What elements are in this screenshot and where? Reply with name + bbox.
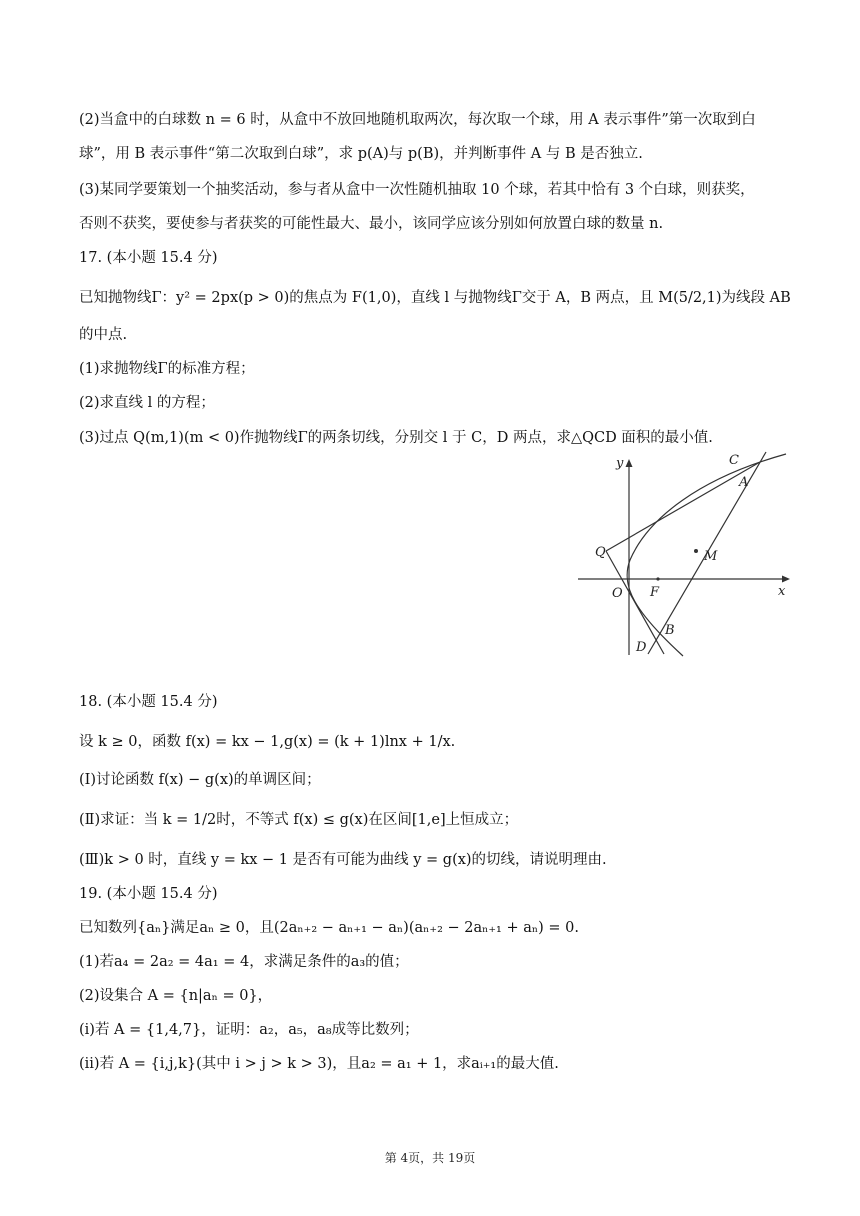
text-line-q17-stem-a: 已知抛物线Γ：y² = 2px(p > 0)的焦点为 F(1,0)，直线 l 与抛物线Γ交于 A，B 两点，且 M(5/2,1)为线段 AB [79, 290, 791, 306]
text-line-q17-1: (1)求抛物线Γ的标准方程； [79, 361, 255, 377]
label-y: y [616, 456, 624, 471]
text-line-q16-2b: 球”，用 B 表示事件“第二次取到白球”，求 p(A)与 p(B)，并判断事件 A 与 B 是否独立. [79, 146, 643, 162]
y-axis-arrow [626, 459, 633, 467]
text-line-q19-2i: (ⅰ)若 A = {1,4,7}，证明：a₂，a₅，a₈成等比数列； [79, 1022, 419, 1038]
text-line-q18-2: (Ⅱ)求证：当 k = 1/2时，不等式 f(x) ≤ g(x)在区间[1,e]上恒成立； [79, 812, 519, 828]
page-footer: 第 4页，共 19页 [384, 1151, 476, 1165]
text-line-q16-2a: (2)当盒中的白球数 n = 6 时，从盒中不放回地随机取两次，每次取一个球，用 A 表示事件”第一次取到白 [79, 112, 756, 128]
text-line-q16-3b: 否则不获奖，要使参与者获奖的可能性最大、最小，该同学应该分别如何放置白球的数量 n. [79, 216, 664, 232]
label-o: O [612, 586, 623, 601]
label-c: C [729, 453, 739, 468]
point-m [694, 549, 698, 553]
x-axis-arrow [782, 576, 790, 583]
point-f [656, 577, 659, 580]
text-line-q17-2: (2)求直线 l 的方程； [79, 395, 215, 411]
text-line-q19-stem: 已知数列{aₙ}满足aₙ ≥ 0，且(2aₙ₊₂ − aₙ₊₁ − aₙ)(aₙ₊₂ − 2aₙ₊₁ + aₙ) = 0. [79, 920, 580, 936]
label-f: F [650, 585, 660, 600]
tangent-qd [606, 551, 664, 654]
text-line-q18-3: (Ⅲ)k > 0 时，直线 y = kx − 1 是否有可能为曲线 y = g(x)的切线，请说明理由. [79, 852, 607, 868]
text-line-q19-2: (2)设集合 A = {n|aₙ = 0}， [79, 988, 273, 1004]
text-line-q18-stem: 设 k ≥ 0，函数 f(x) = kx − 1,g(x) = (k + 1)lnx + 1/x. [79, 734, 456, 750]
text-line-q19-2ii: (ⅱ)若 A = {i,j,k}(其中 i > j > k > 3)，且a₂ = a₁ + 1，求aᵢ₊₁的最大值. [79, 1056, 559, 1072]
text-line-q17-stem-b: 的中点. [79, 327, 128, 343]
question-17-heading: 17. (本小题 15.4 分) [79, 250, 218, 266]
label-b: B [665, 623, 675, 638]
text-line-q17-3: (3)过点 Q(m,1)(m < 0)作抛物线Γ的两条切线，分别交 l 于 C，D 两点，求△QCD 面积的最小值. [79, 430, 713, 446]
text-line-q16-3a: (3)某同学要策划一个抽奖活动，参与者从盒中一次性随机抽取 10 个球，若其中恰有 3 个白球，则获奖， [79, 182, 755, 198]
label-x: x [778, 584, 786, 599]
text-line-q19-1: (1)若a₄ = 2a₂ = 4a₁ = 4，求满足条件的a₃的值； [79, 954, 409, 970]
question-19-heading: 19. (本小题 15.4 分) [79, 886, 218, 902]
parabola-figure [575, 448, 797, 658]
label-a: A [739, 475, 749, 490]
question-18-heading: 18. (本小题 15.4 分) [79, 694, 218, 710]
label-d: D [636, 640, 647, 655]
label-q: Q [595, 545, 606, 560]
text-line-q18-1: (I)讨论函数 f(x) − g(x)的单调区间； [79, 772, 321, 788]
label-m: M [704, 549, 718, 564]
